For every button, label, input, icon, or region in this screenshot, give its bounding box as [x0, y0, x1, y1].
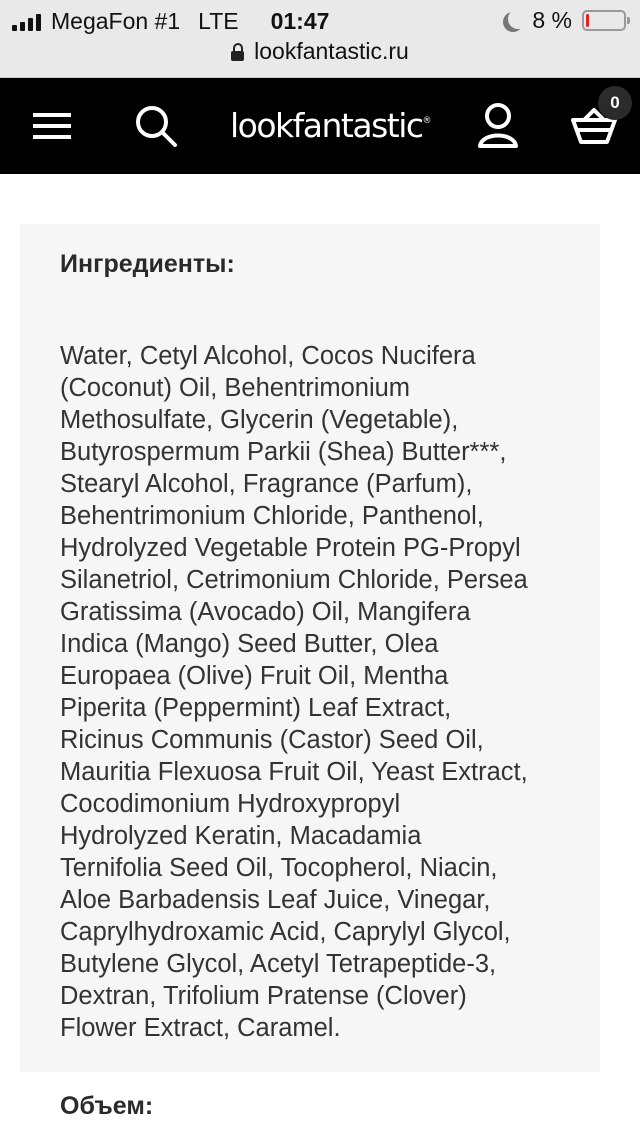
ingredients-line: Caprylhydroxamic Acid, Caprylyl Glycol, — [60, 918, 511, 946]
ingredients-line: Flower Extract, Caramel. — [60, 1014, 341, 1042]
ingredients-line: Ternifolia Seed Oil, Tocopherol, Niacin, — [60, 854, 498, 882]
ingredients-line: (Coconut) Oil, Behentrimonium — [60, 374, 411, 402]
ingredients-line: Cocodimonium Hydroxypropyl — [60, 790, 401, 818]
address-bar[interactable] — [0, 38, 640, 70]
ingredients-line: Europaea (Olive) Fruit Oil, Mentha — [60, 662, 449, 690]
ingredients-line: Water, Cetyl Alcohol, Cocos Nucifera — [60, 342, 476, 370]
carrier-name: MegaFon #1 — [51, 8, 181, 34]
ingredients-line: Indica (Mango) Seed Butter, Olea — [60, 630, 439, 658]
account-icon[interactable] — [470, 78, 526, 174]
ingredients-panel — [20, 224, 600, 1072]
lock-icon — [231, 51, 244, 61]
battery-icon — [582, 10, 626, 31]
ingredients-line: Dextran, Trifolium Pratense (Clover) — [60, 982, 467, 1010]
ingredients-line: Stearyl Alcohol, Fragrance (Parfum), — [60, 470, 473, 498]
battery-percent: 8 % — [532, 7, 572, 33]
url-text: lookfantastic.ru — [254, 38, 409, 64]
search-icon[interactable] — [128, 78, 184, 174]
ingredients-line: Ricinus Communis (Castor) Seed Oil, — [60, 726, 484, 754]
ingredients-line: Aloe Barbadensis Leaf Juice, Vinegar, — [60, 886, 491, 914]
battery-level — [586, 14, 589, 27]
do-not-disturb-icon — [508, 9, 528, 29]
volume-title: Объем: — [60, 1092, 154, 1120]
ingredients-line: Behentrimonium Chloride, Panthenol, — [60, 502, 484, 530]
network-type: LTE — [198, 8, 239, 34]
status-bar — [0, 0, 640, 40]
site-logo[interactable] — [230, 106, 432, 146]
ingredients-line: Mauritia Flexuosa Fruit Oil, Yeast Extract, — [60, 758, 528, 786]
ingredients-line: Piperita (Peppermint) Leaf Extract, — [60, 694, 452, 722]
ingredients-line: Hydrolyzed Vegetable Protein PG-Propyl — [60, 534, 521, 562]
status-time: 01:47 — [270, 8, 330, 34]
ingredients-line: Butylene Glycol, Acetyl Tetrapeptide-3, — [60, 950, 497, 978]
site-header — [0, 78, 640, 174]
status-right — [502, 7, 626, 34]
browser-chrome — [0, 0, 640, 78]
ingredients-line: Methosulfate, Glycerin (Vegetable), — [60, 406, 459, 434]
ingredients-line: Butyrospermum Parkii (Shea) Butter***, — [60, 438, 507, 466]
ingredients-line: Gratissima (Avocado) Oil, Mangifera — [60, 598, 471, 626]
logo-registered-mark: ® — [422, 116, 432, 126]
ingredients-text — [60, 340, 568, 1044]
logo-text: lookfantastic — [230, 106, 423, 145]
menu-icon[interactable] — [28, 78, 76, 174]
ingredients-title: Ингредиенты: — [60, 250, 235, 278]
ingredients-line: Hydrolyzed Keratin, Macadamia — [60, 822, 422, 850]
basket-count-badge: 0 — [598, 86, 632, 120]
ingredients-line: Silanetriol, Cetrimonium Chloride, Persea — [60, 566, 528, 594]
